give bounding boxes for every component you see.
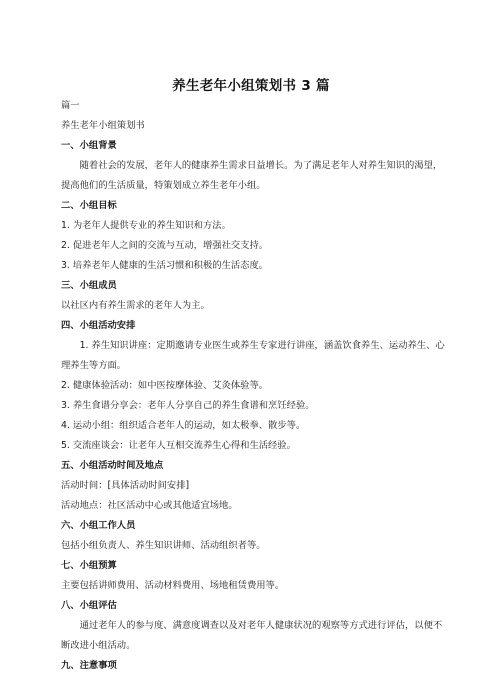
heading-background: 一、小组背景: [61, 140, 117, 151]
heading-staff: 六、小组工作人员: [61, 520, 136, 531]
heading-members: 三、小组成员: [61, 280, 117, 291]
section-subtitle: 养生老年小组策划书: [61, 120, 145, 131]
activity-place: 活动地点：社区活动中心或其他适宜场地。: [61, 500, 238, 511]
part-label: 篇一: [61, 100, 80, 111]
activity-item: 5. 交流座谈会：让老年人互相交流养生心得和生活经验。: [61, 440, 296, 451]
paragraph-evaluation: 通过老年人的参与度、满意度调查以及对老年人健康状况的观察等方式进行评估，以便不断改进小组活动。: [61, 620, 443, 651]
activity-time: 活动时间：[具体活动时间安排]: [61, 480, 190, 491]
goal-item: 1. 为老年人提供专业的养生知识和方法。: [61, 220, 231, 231]
heading-budget: 七、小组预算: [61, 560, 117, 571]
heading-goals: 二、小组目标: [61, 200, 117, 211]
heading-evaluation: 八、小组评估: [61, 600, 117, 611]
activity-item: 3. 养生食谱分享会：老年人分享自己的养生食谱和烹饪经验。: [61, 400, 315, 411]
goal-item: 3. 培养老年人健康的生活习惯和积极的生活态度。: [61, 260, 269, 271]
paragraph-staff: 包括小组负责人、养生知识讲师、活动组织者等。: [61, 540, 266, 551]
heading-activities: 四、小组活动安排: [61, 320, 136, 331]
paragraph-members: 以社区内有养生需求的老年人为主。: [61, 300, 210, 311]
activity-item: 4. 运动小组：组织适合老年人的运动，如太极拳、散步等。: [61, 420, 306, 431]
document-body: [61, 96, 451, 676]
activity-item: 2. 健康体验活动：如中医按摩体验、艾灸体验等。: [61, 380, 269, 391]
goal-item: 2. 促进老年人之间的交流与互动，增强社交支持。: [61, 240, 269, 251]
paragraph-background: 随着社会的发展，老年人的健康养生需求日益增长。为了满足老年人对养生知识的渴望，提高他们的生活质量，特策划成立养生老年小组。: [61, 160, 443, 191]
document-title: 养生老年小组策划书 3 篇: [172, 78, 330, 94]
activity-item: 1. 养生知识讲座：定期邀请专业医生或养生专家进行讲座，涵盖饮食养生、运动养生、心理养生等方面。: [61, 340, 445, 371]
paragraph-budget: 主要包括讲师费用、活动材料费用、场地租赁费用等。: [61, 580, 285, 591]
heading-notes: 九、注意事项: [61, 660, 117, 671]
heading-time-place: 五、小组活动时间及地点: [61, 460, 164, 471]
